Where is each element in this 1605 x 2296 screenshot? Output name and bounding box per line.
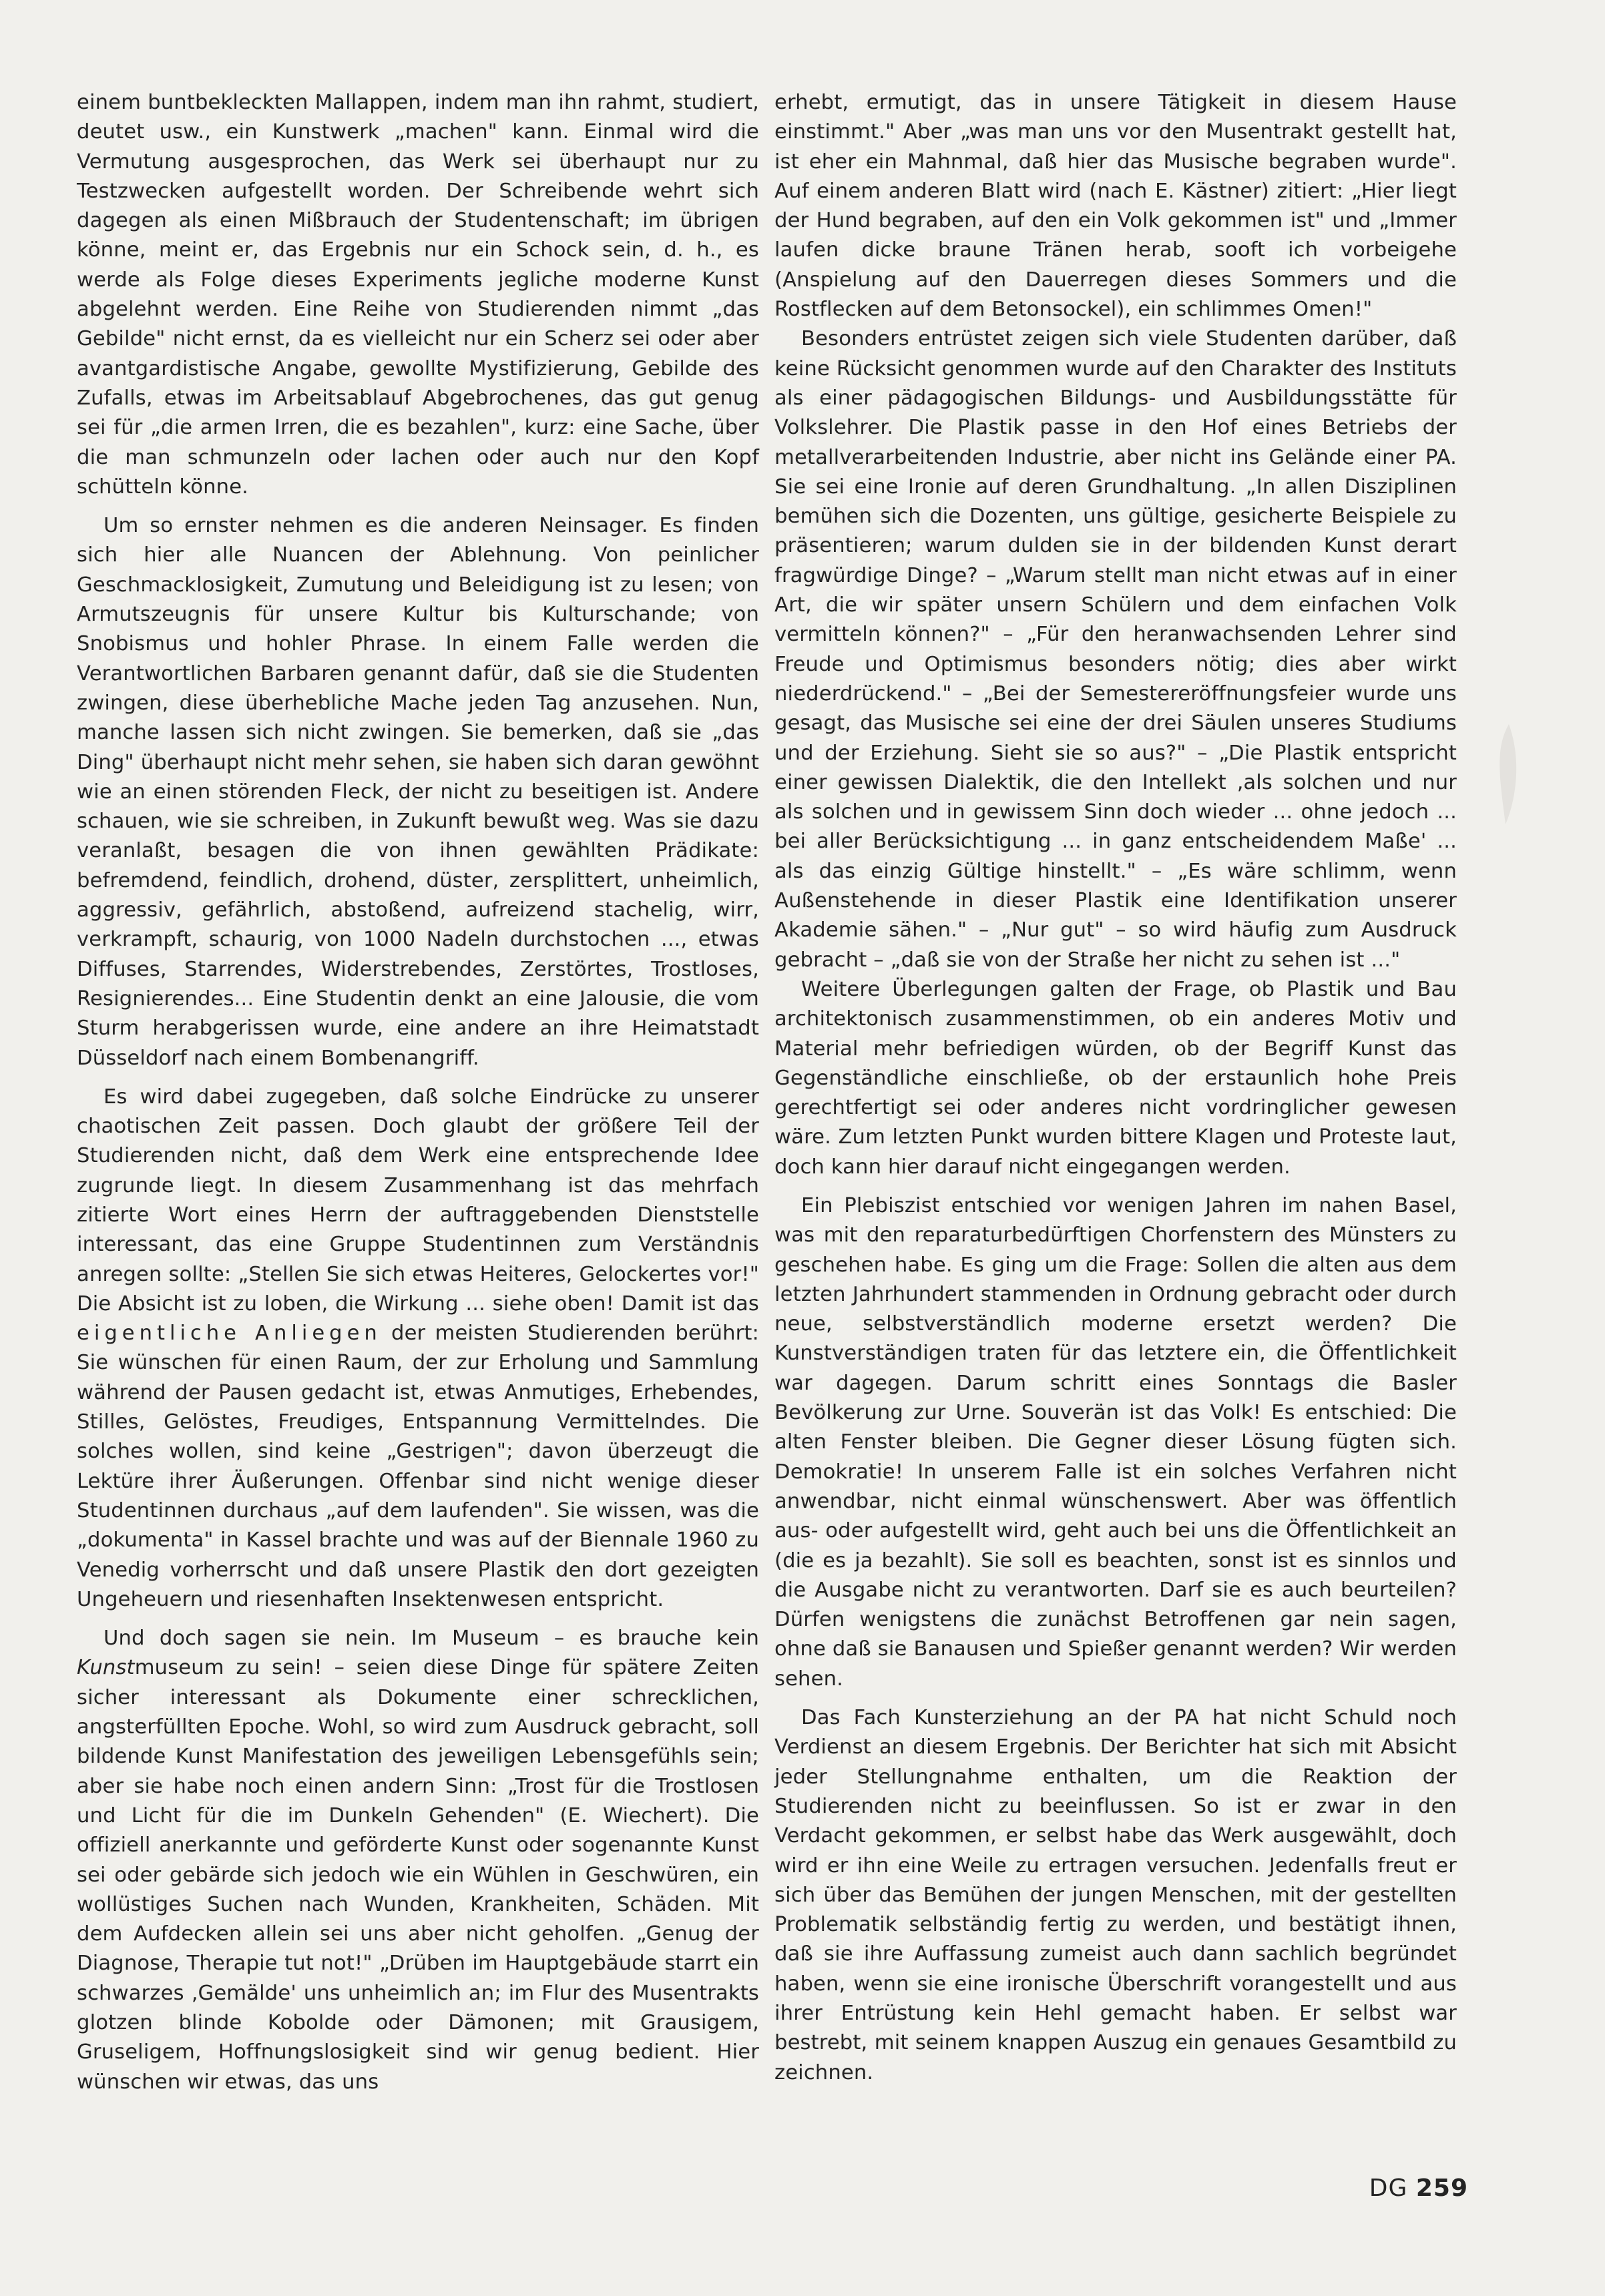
left-column xyxy=(77,88,759,2097)
paragraph: Um so ernster nehmen es die anderen Neinsager. Es finden sich hier alle Nuancen der Ablehnung. Von peinlicher Geschmacklosigkeit, Zumutung und Beleidigung ist zu lesen; von Armutszeugnis für unsere Kultur bis Kulturschande; von Snobismus und hohler Phrase. In einem Falle werden die Verantwortlichen Barbaren genannt dafür, daß sie die Studenten zwingen, diese überhebliche Mache jeden Tag anzusehen. Nun, manche lassen sich nicht zwingen. Sie bemerken, daß sie „das Ding" überhaupt nicht mehr sehen, sie haben sich daran gewöhnt wie an einen störenden Fleck, der nicht zu beseitigen ist. Andere schauen, wie sie schreiben, in Zukunft bewußt weg. Was sie dazu veranlaßt, besagen die von ihnen gewählten Prädikate: befremdend, feindlich, drohend, düster, zersplittert, unheimlich, aggressiv, gefährlich, abstoßend, aufreizend stachelig, wirr, verkrampft, schaurig, von 1000 Nadeln durchstochen ..., etwas Diffuses, Starrendes, Widerstrebendes, Zerstörtes, Trostloses, Resignierendes... Eine Studentin denkt an eine Jalousie, die vom Sturm herabgerissen wurde, eine andere an ihre Heimatstadt Düsseldorf nach einem Bombenangriff. xyxy=(77,514,759,1070)
paragraph: Weitere Überlegungen galten der Frage, ob Plastik und Bau architektonisch zusammenstimmen, ob ein anderes Motiv und Material mehr befriedigen würden, ob der Begriff Kunst das Gegenständliche einschließe, ob der erstaunlich hohe Preis gerechtfertigt sei oder anderes nicht vordringlicher gewesen wäre. Zum letzten Punkt wurden bittere Klagen und Proteste laut, doch kann hier darauf nicht eingegangen werden. xyxy=(774,977,1457,1179)
page-footer xyxy=(1369,2175,1468,2202)
text-run: museum zu sein! – seien diese Dinge für spätere Zeiten sicher interessant als Dokumente einer schrecklichen, angsterfüllten Epoche. Wohl, so wird zum Ausdruck gebracht, soll bildende Kunst Manifestation des jeweiligen Lebensgefühls sein; aber sie habe noch einen andern Sinn: „Trost für die Trostlosen und Licht für die im Dunkeln Gehenden" (E. Wiechert). Die offiziell anerkannte und geförderte Kunst oder sogenannte Kunst sei oder gebärde sich jedoch wie ein Wühlen in Geschwüren, ein wollüstiges Suchen nach Wunden, Krankheiten, Schäden. Mit dem Aufdecken allein sei uns aber nicht geholfen. „Genug der Diagnose, Therapie tut not!" „Drüben im Hauptgebäude starrt ein schwarzes ‚Gemälde' uns unheimlich an; im Flur des Musentrakts glotzen blinde Kobolde oder Dämonen; mit Grausigem, Gruseligem, Hoffnungslosigkeit sind wir genug bedient. Hier wünschen wir etwas, das uns xyxy=(77,1656,759,2094)
paper-stain xyxy=(1489,721,1529,828)
paragraph: Besonders entrüstet zeigen sich viele Studenten darüber, daß keine Rücksicht genommen wurde auf den Charakter des Instituts als einer pädagogischen Bildungs- und Ausbildungsstätte für Volkslehrer. Die Plastik passe in den Hof eines Betriebs der metallverarbeitenden Industrie, aber nicht ins Gelände einer PA. Sie sei eine Ironie auf deren Grundhaltung. „In allen Disziplinen bemühen sich die Dozenten, uns gültige, gesicherte Beispiele zu präsentieren; warum dulden sie in der bildenden Kunst derart fragwürdige Dinge? – „Warum stellt man nicht etwas auf in einer Art, die wir später unsern Schülern und dem einfachen Volk vermitteln können?" – „Für den heranwachsenden Lehrer sind Freude und Optimismus besonders nötig; dies aber wirkt niederdrückend." – „Bei der Semestereröffnungsfeier wurde uns gesagt, das Musische sei eine der drei Säulen unseres Studiums und der Erziehung. Sieht sie so aus?" – „Die Plastik entspricht einer gewissen Dialektik, die den Intellekt ‚als solchen und nur als solchen und in gewissem Sinn doch wieder ... ohne jedoch ... bei aller Berücksichtigung ... in ganz entscheidendem Maße' ... als das einzig Gültige hinstellt." – „Es wäre schlimm, wenn Außenstehende in dieser Plastik eine Identifikation unserer Akademie sähen." – „Nur gut" – so wird häufig zum Ausdruck gebracht – „daß sie von der Straße her nicht zu sehen ist ..." xyxy=(774,327,1457,972)
text-run: Es wird dabei zugegeben, daß solche Eindrücke zu unserer chaotischen Zeit passen. Doch glaubt der größere Teil der Studierenden nicht, daß dem Werk eine entsprechende Idee zugrunde liegt. In diesem Zusammenhang ist das mehrfach zitierte Wort eines Herrn der auftraggebenden Dienststelle interessant, das eine Gruppe Studentinnen zum Verständnis anregen sollte: „Stellen Sie sich etwas Heiteres, Gelockertes vor!" Die Absicht ist zu loben, die Wirkung ... siehe oben! Damit ist das xyxy=(77,1085,759,1316)
right-column xyxy=(774,88,1457,2088)
journal-abbreviation: DG xyxy=(1369,2175,1408,2202)
spaced-emphasis: eigentliche Anliegen xyxy=(77,1322,382,1346)
paragraph xyxy=(77,1083,759,1615)
paragraph: Das Fach Kunsterziehung an der PA hat nicht Schuld noch Verdienst an diesem Ergebnis. Der Berichter hat sich mit Absicht jeder Stellungnahme enthalten, um die Reaktion der Studierenden nicht zu beeinflussen. So ist er zwar in den Verdacht gekommen, er selbst habe das Werk ausgewählt, doch wird er ihn eine Weile zu ertragen versuchen. Jedenfalls freut er sich über das Bemühen der jungen Menschen, mit der gestellten Problematik selbständig fertig zu werden, und bestätigt ihnen, daß sie ihre Auffassung zumeist auch dann sachlich begründet haben, wenn sie eine ironische Überschrift vorangestellt und aus ihrer Entrüstung kein Hehl gemacht haben. Er selbst war bestrebt, mit seinem knappen Auszug ein genaues Gesamtbild zu zeichnen. xyxy=(774,1706,1457,2084)
paragraph: einem buntbekleckten Mallappen, indem man ihn rahmt, studiert, deutet usw., ein Kunstwerk „machen" kann. Einmal wird die Vermutung ausgesprochen, das Werk sei überhaupt nur zu Testzwecken aufgestellt worden. Der Schreibende wehrt sich dagegen als einen Mißbrauch der Studentenschaft; im übrigen könne, meint er, das Ergebnis nur ein Schock sein, d. h., es werde als Folge dieses Experiments jegliche moderne Kunst abgelehnt werden. Eine Reihe von Studierenden nimmt „das Gebilde" nicht ernst, da es vielleicht nur ein Scherz sei oder aber avantgardistische Angabe, gewollte Mystifizierung, Gebilde des Zufalls, etwas im Arbeitsablauf Abgebrochenes, das gut genug sei für „die armen Irren, die es bezahlen", kurz: eine Sache, über die man schmunzeln oder lachen oder auch nur den Kopf schütteln könne. xyxy=(77,91,759,499)
text-run: Und doch sagen sie nein. Im Museum – es brauche kein xyxy=(103,1627,759,1651)
paragraph: erhebt, ermutigt, das in unsere Tätigkeit in diesem Hause einstimmt." Aber „was man uns vor den Musentrakt gestellt hat, ist eher ein Mahnmal, daß hier das Musische begraben wurde". Auf einem anderen Blatt wird (nach E. Kästner) zitiert: „Hier liegt der Hund begraben, auf den ein Volk gekommen ist" und „Immer laufen dicke braune Tränen herab, sooft ich vorbeigehe (Anspielung auf den Dauerregen dieses Sommers und die Rostflecken auf dem Betonsockel), ein schlimmes Omen!" xyxy=(774,91,1457,322)
text-run: der meisten Studierenden berührt: Sie wünschen für einen Raum, der zur Erholung und Sammlung während der Pausen gedacht ist, etwas Anmutiges, Erhebendes, Stilles, Gelöstes, Freudiges, Entspannung Vermittelndes. Die solches wollen, sind keine „Gestrigen"; davon überzeugt die Lektüre ihrer Äußerungen. Offenbar sind nicht wenige dieser Studentinnen durchaus „auf dem laufenden". Sie wissen, was die „dokumenta" in Kassel brachte und was auf der Biennale 1960 zu Venedig vorherrscht und daß unsere Plastik den dort gezeigten Ungeheuern und riesenhaften Insektenwesen entspricht. xyxy=(77,1322,759,1611)
italic-emphasis: Kunst xyxy=(77,1656,135,1680)
page-number: 259 xyxy=(1415,2175,1468,2202)
paragraph: Ein Plebiszist entschied vor wenigen Jahren im nahen Basel, was mit den reparaturbedürftigen Chorfenstern des Münsters zu geschehen habe. Es ging um die Frage: Sollen die alten aus dem letzten Jahrhundert stammenden in Ordnung gebracht oder durch neue, selbstverständlich moderne ersetzt werden? Die Kunstverständigen traten für das letztere ein, die Öffentlichkeit war dagegen. Darum schritt eines Sonntags die Basler Bevölkerung zur Urne. Souverän ist das Volk! Es entschied: Die alten Fenster bleiben. Die Gegner dieser Lösung fügten sich. Demokratie! In unserem Falle ist ein solches Verfahren nicht anwendbar, nicht einmal wünschenswert. Aber was öffentlich aus- oder aufgestellt wird, geht auch bei uns die Öffentlichkeit an (die es ja bezahlt). Sie soll es beachten, sonst ist es sinnlos und die Ausgabe nicht zu verantworten. Darf sie es auch beurteilen? Dürfen wenigstens die zunächst Betroffenen gar nein sagen, ohne daß sie Banausen und Spießer genannt werden? Wir werden sehen. xyxy=(774,1193,1457,1691)
paragraph xyxy=(77,1624,759,2097)
